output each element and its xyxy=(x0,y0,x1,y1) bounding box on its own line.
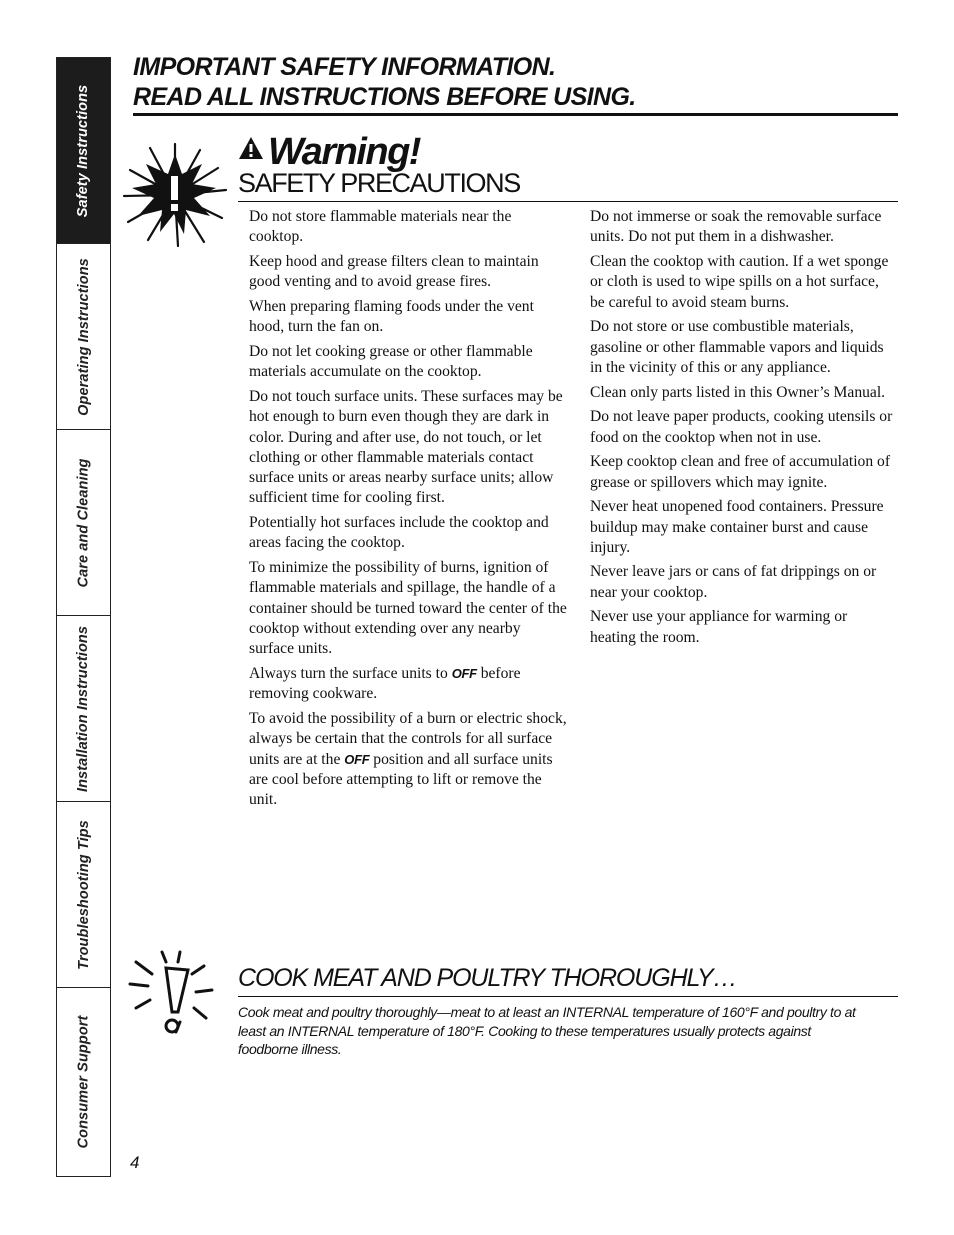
tab-label: Troubleshooting Tips xyxy=(75,819,92,970)
safety-item-text: To avoid the possibility of a burn or electric shock, always be certain that the controls for all surface units are at the xyxy=(249,709,567,768)
safety-item: Clean the cooktop with caution. If a wet sponge or cloth is used to wipe spills on a hot surface, be careful to avoid steam burns. xyxy=(590,252,889,311)
safety-item-text: position and all surface units are cool before attempting to lift or remove the unit. xyxy=(249,750,553,809)
safety-item: Clean only parts listed in this Owner’s Manual. xyxy=(590,383,886,401)
safety-right-column xyxy=(590,207,895,652)
warning-divider xyxy=(238,201,898,202)
header-line-1: IMPORTANT SAFETY INFORMATION. xyxy=(133,53,556,81)
safety-item: Do not store flammable materials near the cooktop. xyxy=(249,208,512,246)
tab-consumer-support[interactable] xyxy=(57,988,110,1176)
cook-section-divider xyxy=(238,996,898,997)
tab-label: Consumer Support xyxy=(75,1015,92,1149)
safety-item: Never heat unopened food containers. Pressure buildup may make container burst and cause injury. xyxy=(590,498,884,556)
section-tab-strip xyxy=(56,57,111,1177)
safety-item: Do not immerse or soak the removable surface units. Do not put them in a dishwasher. xyxy=(590,208,882,246)
tab-installation-instructions[interactable] xyxy=(57,616,110,802)
off-label: OFF xyxy=(344,751,370,767)
exclamation-burst-icon xyxy=(120,140,230,250)
tab-operating-instructions[interactable] xyxy=(57,244,110,430)
tab-label: Operating Instructions xyxy=(75,257,92,416)
off-label: OFF xyxy=(451,665,477,681)
tab-troubleshooting-tips[interactable] xyxy=(57,802,110,988)
safety-item: When preparing flaming foods under the vent hood, turn the fan on. xyxy=(249,297,534,336)
safety-item: Do not touch surface units. These surfaces may be hot enough to burn even though they are dark in color. During and after use, do not touch, or let clothing or other flammable materials contact surface units or areas nearby surface units; allow sufficient time for cooling first. xyxy=(249,387,563,507)
tab-label: Installation Instructions xyxy=(75,625,92,792)
tab-safety-instructions[interactable] xyxy=(57,58,110,244)
safety-item: Potentially hot surfaces include the cooktop and areas facing the cooktop. xyxy=(249,514,549,552)
safety-item: Do not store or use combustible materials, gasoline or other flammable vapors and liquids in the vicinity of this or any appliance. xyxy=(590,318,884,376)
exclamation-icon xyxy=(122,948,222,1040)
safety-item: Keep cooktop clean and free of accumulation of grease or spillovers which may ignite. xyxy=(590,453,891,491)
safety-item: To minimize the possibility of burns, ignition of flammable materials and spillage, the handle of a container should be turned toward the center of the cooktop without extending over any nearby surface units. xyxy=(249,559,567,658)
safety-item: Never leave jars or cans of fat drippings on or near your cooktop. xyxy=(590,563,877,601)
safety-item: Do not let cooking grease or other flammable materials accumulate on the cooktop. xyxy=(249,342,533,381)
header-line-2: READ ALL INSTRUCTIONS BEFORE USING. xyxy=(133,83,636,111)
safety-item: Do not leave paper products, cooking utensils or food on the cooktop when not in use. xyxy=(590,408,893,446)
safety-item xyxy=(249,664,569,705)
warning-triangle-icon xyxy=(238,136,264,160)
safety-item xyxy=(249,709,569,810)
cook-section-body: Cook meat and poultry thoroughly—meat to at least an INTERNAL temperature of 160°F and poultry to at least an INTERNAL temperature of 180°F. Cooking to these temperatures usually protects against foodborne illness. xyxy=(238,1004,856,1057)
safety-item-text: Always turn the surface units to xyxy=(249,664,448,682)
tab-label: Safety Instructions xyxy=(75,84,92,217)
page-header xyxy=(133,52,898,112)
tab-care-and-cleaning[interactable] xyxy=(57,430,110,616)
warning-subtitle: SAFETY PRECAUTIONS xyxy=(238,168,520,198)
warning-title-text: Warning! xyxy=(268,131,420,173)
cook-section-title: COOK MEAT AND POULTRY THOROUGHLY… xyxy=(238,964,737,992)
header-divider xyxy=(133,113,898,116)
safety-item-text: before removing cookware. xyxy=(249,664,521,703)
safety-item: Never use your appliance for warming or heating the room. xyxy=(590,608,848,646)
safety-item: Keep hood and grease filters clean to maintain good venting and to avoid grease fires. xyxy=(249,252,539,291)
tab-label: Care and Cleaning xyxy=(75,457,92,588)
safety-left-column xyxy=(249,207,569,815)
page-number: 4 xyxy=(130,1153,140,1172)
